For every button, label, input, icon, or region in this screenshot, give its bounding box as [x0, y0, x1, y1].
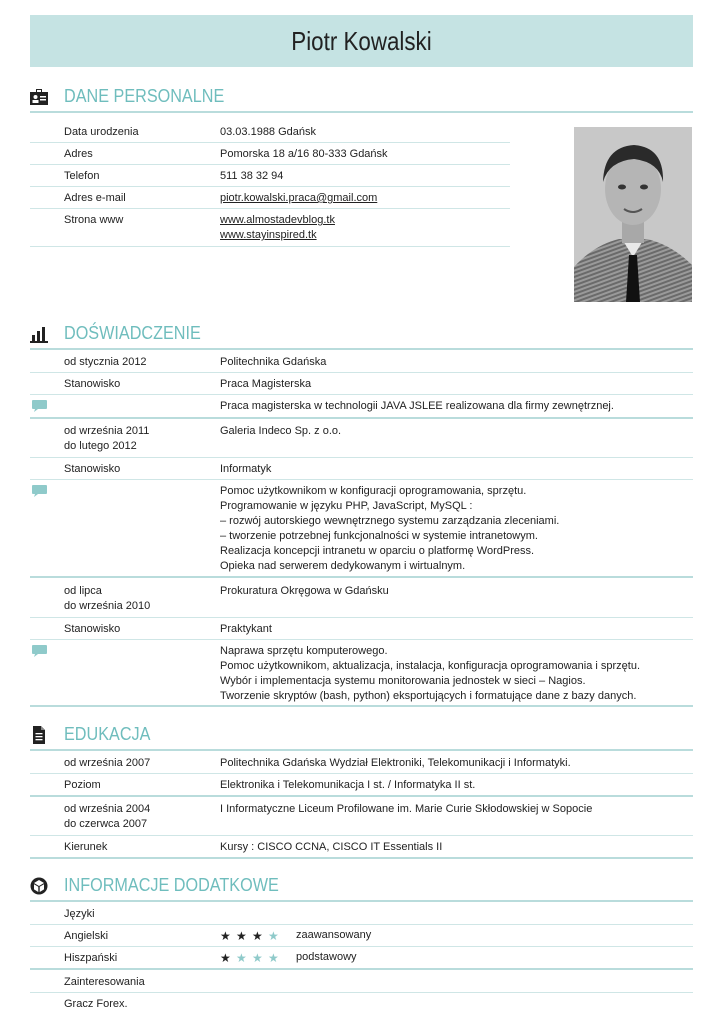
experience-row: Praca magisterska w technologii JAVA JSLEE realizowana dla firmy zewnętrznej.	[30, 395, 693, 419]
info-row: Adres e-mail piotr.kowalski.praca@gmail.com	[30, 187, 510, 209]
section-education	[30, 724, 693, 754]
language-row: Hiszpański ★ ★ ★ ★ podstawowy	[30, 947, 693, 970]
info-row: Adres Pomorska 18 a/16 80-333 Gdańsk	[30, 143, 510, 165]
star-empty-icon: ★	[236, 951, 247, 965]
experience-row: Stanowisko Praca Magisterska	[30, 373, 693, 395]
person-name: Piotr Kowalski	[291, 26, 432, 56]
comment-icon	[32, 400, 47, 412]
document-icon	[30, 726, 48, 744]
section-title: DANE PERSONALNE	[64, 86, 225, 106]
comment-icon	[32, 645, 47, 657]
languages-header-row: Języki	[30, 903, 693, 925]
rating-stars	[220, 929, 284, 943]
info-row: Data urodzenia 03.03.1988 Gdańsk	[30, 121, 510, 143]
education-row: Kierunek Kursy : CISCO CCNA, CISCO IT Essentials II	[30, 836, 693, 859]
experience-row: Pomoc użytkownikom w konfiguracji oprogramowania, sprzętu. Programowanie w języku PHP, JavaScript, MySQL : – rozwój autorskiego wewnętrznego systemu zarządzania zleceniami. – tworzenie potrzebnej funkcjonalności w systemie intranetowym. Realizacja koncepcji intranetu w oparciu o platformę WordPress. Opieka nad serwerem dedykowanym i wirtualnym.	[30, 480, 693, 578]
star-empty-icon: ★	[252, 951, 263, 965]
education-row: od września 2007 Politechnika Gdańska Wydział Elektroniki, Telekomunikacji i Informatyki.	[30, 752, 693, 774]
education-row: od września 2004 do czerwca 2007 I Informatyczne Liceum Profilowane im. Marie Curie Skłodowskiej w Sopocie	[30, 798, 693, 836]
cube-icon	[30, 877, 48, 895]
section-title: EDUKACJA	[64, 724, 151, 744]
language-row: Angielski ★ ★ ★ ★ zaawansowany	[30, 925, 693, 947]
star-filled-icon: ★	[252, 929, 263, 943]
info-row: Telefon 511 38 32 94	[30, 165, 510, 187]
comment-icon	[32, 485, 47, 497]
education-row: Poziom Elektronika i Telekomunikacja I st. / Informatyka II st.	[30, 774, 693, 797]
section-title: DOŚWIADCZENIE	[64, 323, 201, 343]
experience-row: Naprawa sprzętu komputerowego. Pomoc użytkownikom, aktualizacja, instalacja, konfiguracja oprogramowania i sprzętu. Wybór i implementacja systemu monitorowania jednostek w sieci – Nagios. Tworzenie skryptów (bash, python) eksportujących i formatujące dane z bazy danych.	[30, 640, 693, 707]
profile-photo	[574, 127, 692, 302]
email-link[interactable]: piotr.kowalski.praca@gmail.com	[220, 192, 378, 204]
star-empty-icon: ★	[268, 951, 279, 965]
experience-row: od stycznia 2012 Politechnika Gdańska	[30, 351, 693, 373]
experience-row: Stanowisko Praktykant	[30, 618, 693, 640]
interests-row: Gracz Forex.	[64, 998, 128, 1010]
star-empty-icon: ★	[268, 929, 279, 943]
section-additional	[30, 875, 693, 905]
rating-stars	[220, 951, 284, 965]
bar-chart-icon	[30, 325, 48, 343]
header-bar	[30, 15, 693, 67]
section-personal	[30, 86, 693, 116]
star-filled-icon: ★	[220, 929, 231, 943]
section-title: INFORMACJE DODATKOWE	[64, 875, 279, 895]
website-links[interactable]: www.almostadevblog.tk www.stayinspired.tk	[220, 214, 335, 241]
star-filled-icon: ★	[220, 951, 231, 965]
interests-header-row: Zainteresowania	[30, 971, 693, 993]
experience-row: od lipca do września 2010 Prokuratura Okręgowa w Gdańsku	[30, 580, 693, 618]
info-row: Strona www www.almostadevblog.tk www.stayinspired.tk	[30, 209, 510, 247]
id-card-icon	[30, 88, 48, 106]
experience-row: od września 2011 do lutego 2012 Galeria Indeco Sp. z o.o.	[30, 420, 693, 458]
experience-row: Stanowisko Informatyk	[30, 458, 693, 480]
section-experience	[30, 323, 693, 353]
star-filled-icon: ★	[236, 929, 247, 943]
